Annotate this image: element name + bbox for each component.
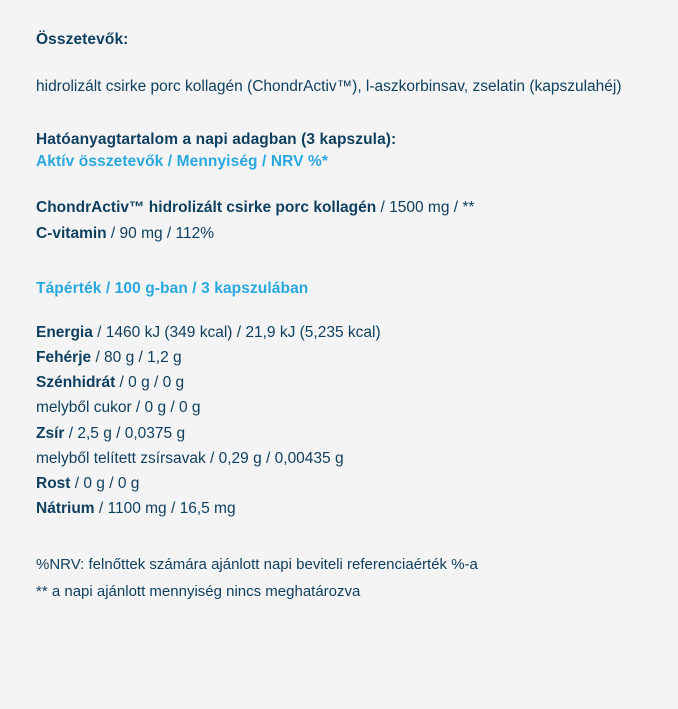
row-values: / 0,29 g / 0,00435 g xyxy=(205,449,344,467)
table-row xyxy=(36,421,642,446)
nutrition-rows xyxy=(36,320,642,521)
table-row xyxy=(36,496,642,521)
row-label: Rost xyxy=(36,474,71,492)
row-label: Nátrium xyxy=(36,499,95,517)
table-row xyxy=(36,446,642,471)
ingredients-heading: Összetevők: xyxy=(36,31,129,48)
table-row xyxy=(36,221,642,246)
table-row xyxy=(36,395,642,420)
table-row xyxy=(36,345,642,370)
footnotes xyxy=(36,551,642,606)
table-row xyxy=(36,370,642,395)
row-values: / 90 mg / 112% xyxy=(106,224,215,242)
row-label: melyből telített zsírsavak xyxy=(36,449,206,467)
active-ingredients-section xyxy=(36,130,642,246)
row-label: ChondrActiv™ hidrolizált csirke porc kollagén xyxy=(36,199,377,217)
row-label: Energia xyxy=(36,324,93,342)
row-values: / 0 g / 0 g xyxy=(115,374,185,392)
row-values: / 1100 mg / 16,5 mg xyxy=(94,499,236,517)
table-row xyxy=(36,320,642,345)
nutrition-section xyxy=(36,278,642,521)
ingredients-text: hidrolizált csirke porc kollagén (ChondrActiv™), l-aszkorbinsav, zselatin (kapszulahéj) xyxy=(36,77,622,95)
active-ingredients-rows xyxy=(36,195,642,245)
row-label: Zsír xyxy=(36,424,65,442)
row-label: Fehérje xyxy=(36,349,92,367)
row-values: / 1460 kJ (349 kcal) / 21,9 kJ (5,235 kcal) xyxy=(92,324,381,342)
footnote-nrv: %NRV: felnőttek számára ajánlott napi beviteli referenciaérték %-a xyxy=(36,556,478,573)
row-values: / 0 g / 0 g xyxy=(131,399,201,417)
row-values: / 80 g / 1,2 g xyxy=(91,349,182,367)
nutrition-column-header: Tápérték / 100 g-ban / 3 kapszulában xyxy=(36,279,309,297)
active-ingredients-heading: Hatóanyagtartalom a napi adagban (3 kapszula): xyxy=(36,131,397,149)
row-label: melyből cukor xyxy=(36,399,132,417)
footnote-rda: ** a napi ajánlott mennyiség nincs meghatározva xyxy=(36,583,361,601)
row-label: Szénhidrát xyxy=(36,374,116,392)
row-values: / 2,5 g / 0,0375 g xyxy=(64,424,186,442)
table-row xyxy=(36,195,642,220)
row-values: / 0 g / 0 g xyxy=(70,474,140,492)
row-label: C-vitamin xyxy=(36,224,107,242)
row-values: / 1500 mg / ** xyxy=(376,199,475,217)
table-row xyxy=(36,471,642,496)
active-ingredients-column-header: Aktív összetevők / Mennyiség / NRV %* xyxy=(36,152,328,170)
